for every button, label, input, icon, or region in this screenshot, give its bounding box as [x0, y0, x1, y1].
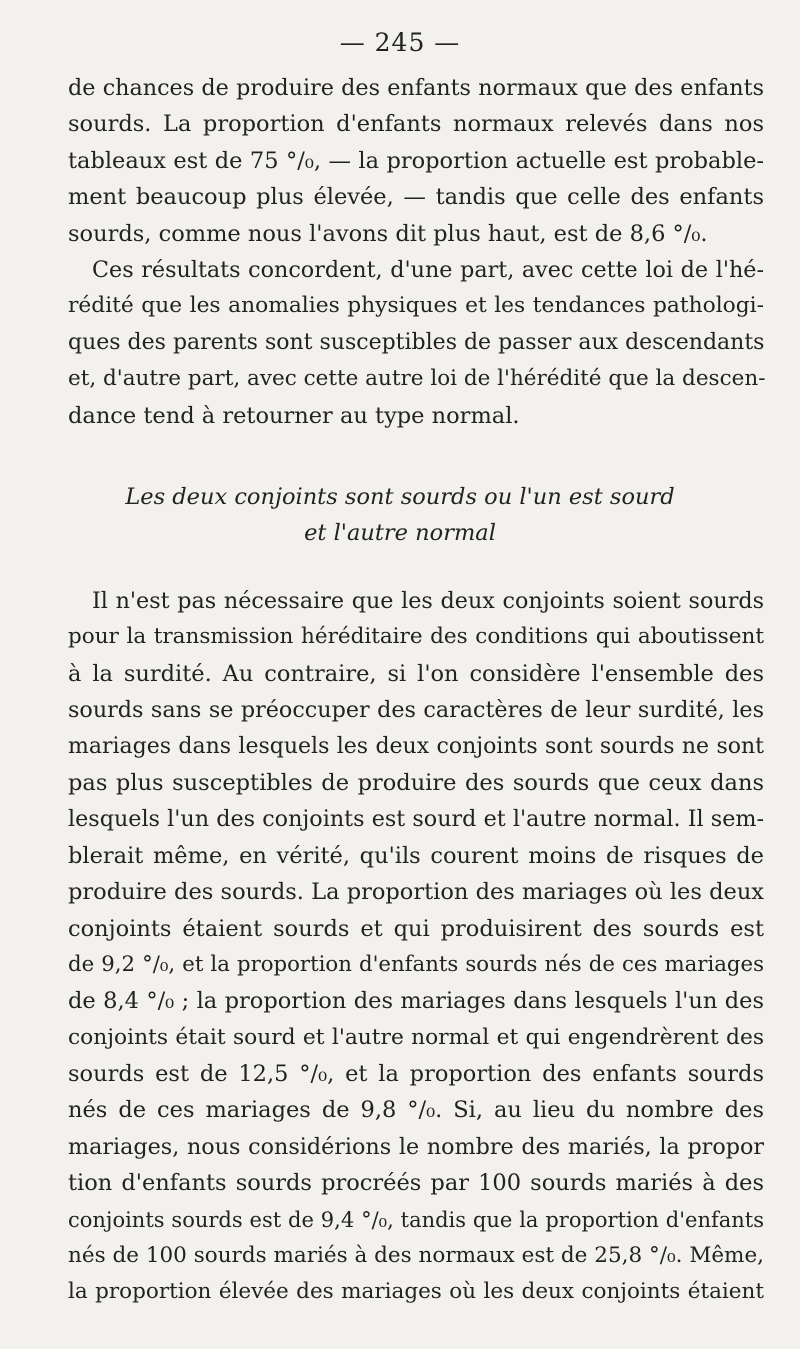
- text-line: tableaux est de 75 °/₀, — la proportion actuelle est probable-: [68, 147, 764, 174]
- text-line: lesquels l'un des conjoints est sourd et l'autre normal. Il sem-: [68, 806, 764, 833]
- text-line: sourds, comme nous l'avons dit plus haut, est de 8,6 °/₀.: [68, 220, 708, 247]
- text-line: mariages dans lesquels les deux conjoints sont sourds ne sont: [68, 733, 764, 759]
- text-line: conjoints étaient sourds et qui produisirent des sourds est: [68, 915, 764, 942]
- text-line: à la surdité. Au contraire, si l'on considère l'ensemble des: [68, 660, 764, 687]
- page-number: — 245 —: [339, 28, 461, 57]
- section-heading-line-2: et l'autre normal: [304, 520, 496, 546]
- text-line: pas plus susceptibles de produire des sourds que ceux dans: [68, 769, 764, 796]
- text-line: Ces résultats concordent, d'une part, avec cette loi de l'hé-: [92, 257, 764, 283]
- paragraph-2: [68, 252, 764, 434]
- section-heading-line-1: Les deux conjoints sont sourds ou l'un est sourd: [125, 484, 675, 510]
- text-line: nés de 100 sourds mariés à des normaux est de 25,8 °/₀. Même,: [68, 1243, 764, 1269]
- text-line: ques des parents sont susceptibles de passer aux descendants: [68, 329, 765, 355]
- text-line: pour la transmission héréditaire des conditions qui aboutissent: [68, 624, 764, 650]
- text-line: de 9,2 °/₀, et la proportion d'enfants sourds nés de ces mariages: [68, 951, 764, 977]
- text-line: blerait même, en vérité, qu'ils courent moins de risques de: [68, 842, 764, 869]
- text-line: sourds. La proportion d'enfants normaux relevés dans nos: [68, 111, 764, 138]
- text-line: Il n'est pas nécessaire que les deux conjoints soient sourds: [92, 588, 764, 614]
- text-line: conjoints était sourd et l'autre normal et qui engendrèrent des: [68, 1024, 764, 1050]
- paragraph-3: [68, 583, 764, 1311]
- text-line: la proportion élevée des mariages où les deux conjoints étaient: [68, 1279, 764, 1305]
- text-line: sourds est de 12,5 °/₀, et la proportion des enfants sourds: [68, 1061, 764, 1088]
- text-line: de chances de produire des enfants normaux que des enfants: [68, 75, 764, 101]
- text-line: ment beaucoup plus élevée, — tandis que celle des enfants: [68, 184, 764, 211]
- paragraph-1: [68, 70, 764, 252]
- text-line: nés de ces mariages de 9,8 °/₀. Si, au lieu du nombre des: [68, 1097, 764, 1124]
- text-line: conjoints sourds est de 9,4 °/₀, tandis que la proportion d'enfants: [68, 1207, 764, 1232]
- text-line: mariages, nous considérions le nombre des mariés, la propor: [68, 1133, 764, 1160]
- text-line: dance tend à retourner au type normal.: [68, 402, 520, 429]
- text-line: sourds sans se préoccuper des caractères de leur surdité, les: [68, 697, 764, 724]
- text-line: rédité que les anomalies physiques et les tendances pathologi-: [68, 293, 764, 319]
- text-line: produire des sourds. La proportion des mariages où les deux: [68, 879, 764, 906]
- text-line: et, d'autre part, avec cette autre loi de l'hérédité que la descen-: [68, 366, 766, 392]
- text-line: tion d'enfants sourds procréés par 100 sourds mariés à des: [68, 1170, 764, 1197]
- text-line: de 8,4 °/₀ ; la proportion des mariages dans lesquels l'un des: [68, 988, 764, 1015]
